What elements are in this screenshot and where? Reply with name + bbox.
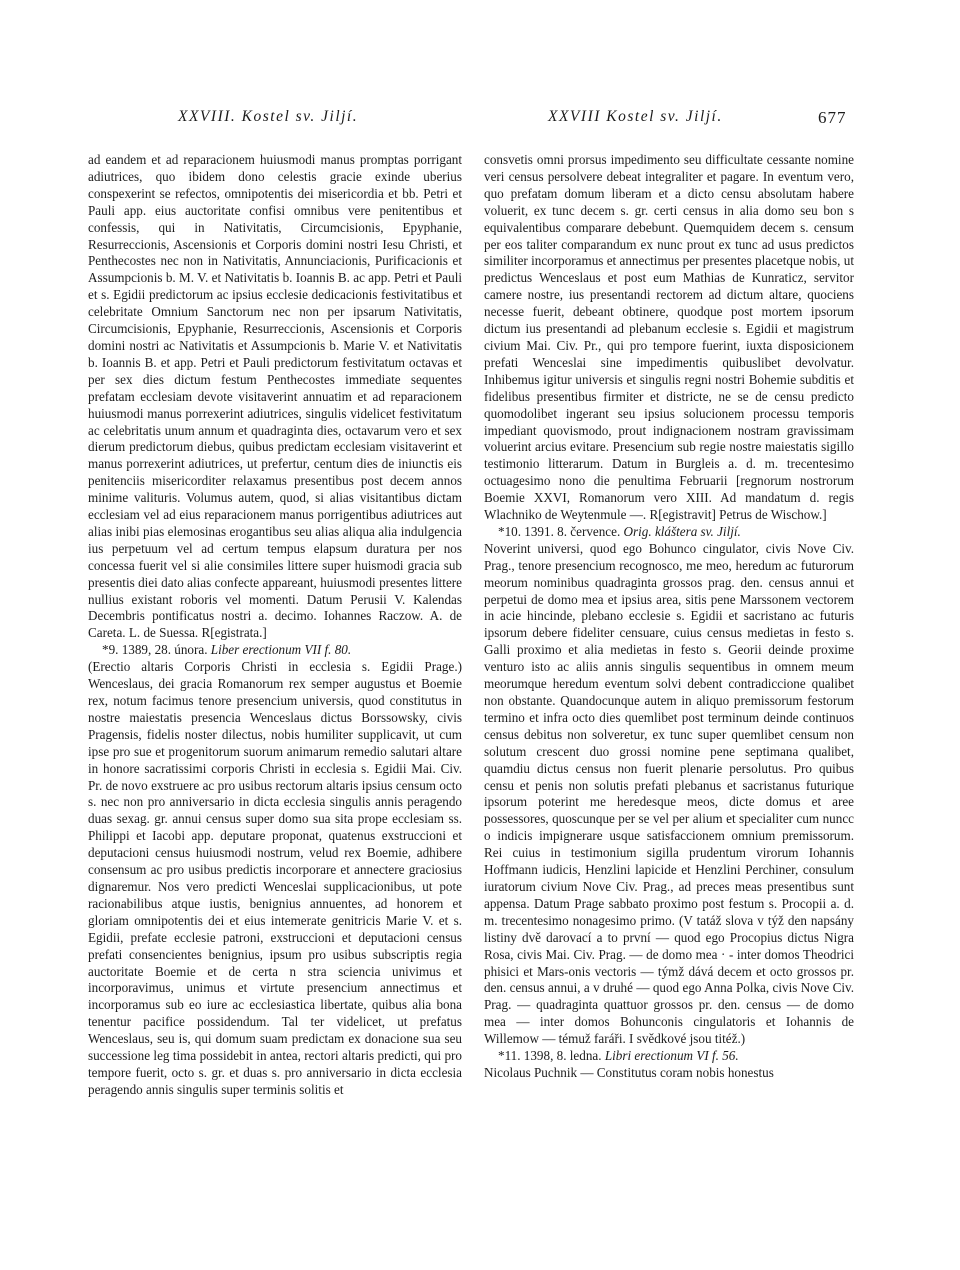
entry-9-date: *9. 1389, 28. února. <box>102 642 208 658</box>
running-title-left: XXVIII. Kostel sv. Jiljí. <box>178 108 359 125</box>
entry-11-source: Libri erectionum VI f. 56. <box>604 1048 739 1064</box>
entry-9-source: Liber erectionum VII f. 80. <box>210 642 352 658</box>
entry-10-date: *10. 1391. 8. července. <box>498 523 621 539</box>
right-column <box>484 152 854 1242</box>
continuation-paragraph: consvetis omni prorsus impedimento seu difficultate cessante nomine veri census persolvere debeat integraliter et pagare. In eventum vero, quo prefatam domum liberam et a dicto censu absolutam habere voluerit, ex tunc decem s. gr. certi census in alia domo seu bon s equivalentibus comparare debebunt. Quemquidem decem s. censum per eos taliter comparandum ex nunc prout ex tunc ad usus predictos similiter incorporamus et annectimus per presentes placetque nobis, ut predictus Wenceslaus et post eum Mathias de Kunraticz, servitor camere nostre, ius presentandi rectorem ad dictum altare, quociens necesse fuerit, debeant obtinere, quodque post mortem ipsorum dictum ius presentandi ad plebanum ecclesie s. Egidii et magistrum civium Mai. Civ. Pr., qui pro tempore fuerint, iuxta disposicionem prefati Wenceslai sine impedimentis quibuslibet devolvatur. Inhibemus igitur universis et singulis regni nostri Bohemie subditis et fidelibus presentibus firmiter et districte, ne se de censu predicto quomodolibet ingerant seu ipsius solucionem processu temporis impediant quovismodo, prout indignacionem nostram gravissimam voluerint arcius evitare. Presencium sub regie nostre maiestatis sigillo testimonio litterarum. Datum in Burgleis a. d. m. trecentesimo octuagesimo nono die penultima Februarii [regnorum nostrorum Boemie XXVI, Romanorum vero XIII. Ad mandatum d. regis Wlachniko de Weytenmule —. R[egistravit] Petrus de Wischow.] <box>484 152 854 523</box>
entry-11-date: *11. 1398, 8. ledna. <box>498 1048 602 1064</box>
entry-10-heading <box>484 524 854 541</box>
running-head <box>0 108 960 132</box>
running-title-right: XXVIII Kostel sv. Jiljí. <box>548 108 723 125</box>
entry-11-heading <box>484 1048 854 1065</box>
entry-10-body: Noverint universi, quod ego Bohunco cingulator, civis Nove Civ. Prag., tenore presencium recognosco, me meo, heredum ac futurorum meorum nominibus quadraginta grossos prag. den. census annui et perpetui de domo mea et ipsius area, sitis pene Marssonem vectorem in acie hincinde, plebano ecclesie s. Egidii et sacristano ac futuris ipsorum debere fideliter censuare, cuius census medietas in festo s. Galli proximo et alia medietas in festo s. Georii deinde proxime venturo isto ac aliis annis singulis sequentibus in omnem meum meorumque heredum eventum solvi debent contradiccione qualibet non obstante. Quandocunque autem in aliquo premissorum festorum termino et infra octo dies quemlibet post terminum deinde continuos census debitus non solveretur, ex tunc super quemlibet censum non solutum crescent duo grossi nomine pene septimana qualibet, quamdiu dictus census non fuerit plenarie persolutus. Pro quibus censu et penis non solutis prefati plebanus et sacristanus futurique ipsorum poterint me heredesque meos, dicte domus et aree possessores, quoscunque per se vel per alium et specialiter cum nuncc o indicis impignerare usque satisfaccionem omnium premissorum. Rei cuius in testimonium sigilla prudentum virorum Iohannis Hoffmann iudicis, Henzlini lapicide et Henzlini Perchiner, consulum iuratorum civium Nove Civ. Prag., ad preces meas presentibus sunt appensa. Datum Prage sabbato proximo post festum s. Procopii a. d. m. trecentesimo nonagesimo primo. (V tatáž slova v týž den napsány listiny dvě darovací a to první — quod ego Procopius dictus Nigra Rosa, civis Mai. Civ. Prag. — de domo mea · - inter domos Theodrici phisici et Mars-onis vectoris — týmž dává decem et octo grossos pr. den. census annui, a v druhé — quod ego Anna Polka, civis Nove Civ. Prag. — quadraginta quattuor grossos pr. den. census — de domo mea — inter domos Bohunconis cingulatoris et Iohannis de Willemow — témuž faráři. I svědkové jsou titéž.) <box>484 540 854 1047</box>
entry-9-heading <box>88 642 462 659</box>
entry-11-body: Nicolaus Puchnik — Constitutus coram nobis honestus <box>484 1064 774 1080</box>
left-column <box>88 152 462 1242</box>
page-number: 677 <box>818 108 847 127</box>
continuation-paragraph: ad eandem et ad reparacionem huiusmodi manus promptas porrigant adiutrices, quo ibidem dono celestis gracie exinde uberius conspexerint se refectos, omnipotentis dei misericordia et bb. Petri et Pauli app. eius auctoritate confisi omnibus vere penitentibus et confessis, qui in Nativitatis, Circumcisionis, Epyphanie, Resurreccionis, Ascensionis et Corporis domini nostri Iesu Christi, et Penthecostes nec non in Nativitatis, Annunciacionis, Purificacionis et Assumpcionis b. M. V. et Nativitatis b. Ioannis B. ac app. Petri et Pauli et s. Egidii predictorum ac ipsius ecclesie dedicacionis festivitatibus et celebritate Omnium Sanctorum nec non per ipsarum Nativitatis, Circumcisionis, Epyphanie, Resurreccionis, Ascensionis et Corporis domini nostri ac Nativitatis et Assumpcionis b. Marie V. et Nativitatis b. Ioannis B. et app. Petri et Pauli predictorum festivitatum octavas et per sex dies dictum festum Penthecostes immediate sequentes prefatam ecclesiam devote visitaverint annuatim et ad reparacionem huiusmodi manus porrexerint adiutrices, singulis videlicet festivitatum ac celebritatis unum annum et quadraginta dies, octavarum vero et sex dierum predictorum diebus, quibus predictam ecclesiam visitaverint et manus porrexerint adiutrices, ut prefertur, centum dies de iniunctis eis penitenciis misericorditer relaxamus presentibus post decem annos minime valituris. Volumus autem, quod, si alias visitantibus dictam ecclesiam vel ad eius reparacionem manus porrigentibus adiutrices aut alias inibi pias elemosinas erogantibus seu alias aliqua alia indulgencia ius perpetuum vel ad certum tempus elapsum duratura per nos concessa fuerit vel si alie consimiles littere super huismodi gracia sub presentis diei dato alias confecte appareant, huiusmodi presentes littere nullius existant roboris vel momenti. Datum Perusii V. Kalendas Decembris pontificatus nostri a. decimo. Iohannes Raczow. A. de Careta. L. de Suessa. R[egistrata.] <box>88 152 462 641</box>
entry-10-source: Orig. kláštera sv. Jiljí. <box>623 523 741 539</box>
entry-9-body: (Erectio altaris Corporis Christi in ecclesia s. Egidii Prage.) Wenceslaus, dei gracia Romanorum rex semper augustus et Boemie rex, notum facimus tenore presencium universis, quod constitutus in nostre maiestatis presencia Wenceslaus dictus Borssowsky, civis Pragensis, fidelis noster dilectus, nobis humiliter supplicavit, ut cum ipse pro sue et progenitorum suorum animarum remedio salutari altare in honore sacratissimi corporis Christi in ecclesia s. Egidii Mai. Civ. Pr. de novo exstruere ac pro usibus rectorum altaris ipsius censum octo s. nec non pro anniversario in dicta ecclesia singulis annis peragendo duas sexag. gr. annui census super domo sua sita prope ecclesiam ss. Philippi et Iacobi app. deputare proponat, quatenus exstruccioni et deputacioni census huiusmodi nostrum, velud rex Boemie, adhibere consensum ac pro usibus predictis incorporare et annectere graciosius dignaremur. Nos vero predicti Wenceslai supplicacionibus, ut pote racionabilibus atque iustis, benignius annuentes, ad honorem et gloriam omnipotentis dei et eius intemerate genitricis Marie V. et s. Egidii, prefate ecclesie patroni, exstruccioni et deputacioni census prefati consencientes benignius, ipsum pro usibus subscriptis regia auctoritate Boemie et de certa n stra sciencia univimus et incorporavimus, unimus et virtute presencium annectimus et incorporamus sub eo iure ac ecclesiastica libertate, quibus alia bona tenentur pacifice possidendum. Tal ter videlicet, ut prefatus Wenceslaus, seu is, qui domum suam predictam ex donacione sua seu successione leg tima possidebit in antea, rectori altaris predicti, qui pro tempore fuerit, octo s. gr. et duas s. pro anniversario in dicta ecclesia peragendo annis singulis super terminis solitis et <box>88 659 462 1097</box>
